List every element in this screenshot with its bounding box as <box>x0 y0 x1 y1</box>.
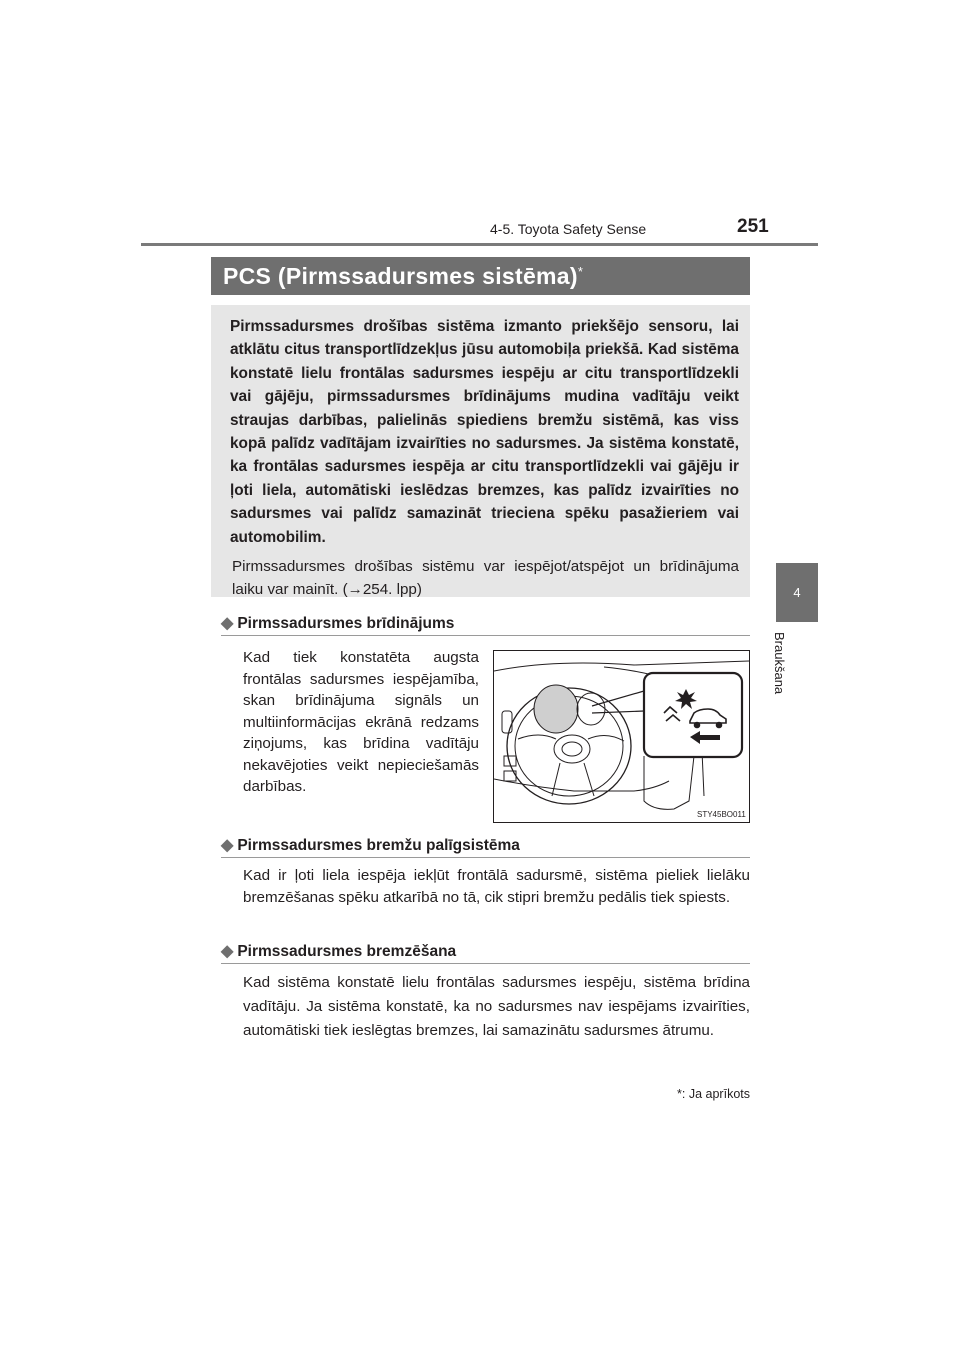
section-title-bar <box>211 257 750 295</box>
section-heading-text: Pirmssadursmes bremzēšana <box>237 943 457 960</box>
section-heading-warning <box>221 613 750 635</box>
intro-note-text: Pirmssadursmes drošības sistēmu var iespējot/atspējot un brīdinājuma laiku var mainīt. (→254. lpp) <box>232 558 739 599</box>
section-body-brake-assist <box>243 865 750 908</box>
dashboard-drawing <box>494 651 749 822</box>
dashboard-illustration <box>493 650 750 823</box>
footnote-marker: * <box>677 1087 682 1101</box>
section-heading-text: Pirmssadursmes bremžu palīgsistēma <box>237 837 520 854</box>
chapter-tab: 4 <box>776 563 818 622</box>
diamond-bullet-icon: ◆ <box>221 615 234 632</box>
chapter-tab-label-wrap <box>772 632 811 742</box>
title-footnote-marker: * <box>577 264 584 279</box>
section-heading-brake-assist <box>221 835 750 857</box>
footnote-text: : Ja aprīkots <box>681 1087 750 1101</box>
section-heading-text: Pirmssadursmes brīdinājums <box>237 615 455 632</box>
section-body-warning <box>243 647 479 798</box>
section-rule <box>221 857 750 858</box>
page-number: 251 <box>737 216 769 237</box>
section-body-text: Kad sistēma konstatē lielu frontālas sadursmes iespēju, sistēma brīdina vadītāju. Ja sistēma konstatē, ka no sadursmes nav iespējams izvairīties, automātiski tiek ieslēgtas bremzes, lai samazinātu sadursmes ātrumu. <box>243 974 750 1039</box>
intro-bold-text: Pirmssadursmes drošības sistēma izmanto priekšējo sensoru, lai atklātu citus transportlīdzekļus jūsu automobiļa priekšā. Kad sistēma konstatē lielu frontālas sadursmes iespēju ar citu transportlīdzekli vai gājēju, pirmssadursmes brīdinājums mudina vadītāju veikt straujas darbības, palielinās spiediens bremžu sistēmā, kas viss kopā palīdz vadītājam izvairīties no sadursmes. Ja sistēma konstatē, ka frontālas sadursmes iespēja ar citu transportlīdzekli vai gājēju ir ļoti liela, automātiski ieslēdzas bremzes, kas palīdz izvairīties no sadursmes vai palīdz samazināt trieciena spēku pasažieriem vai automobilim. <box>230 318 739 546</box>
footnote <box>660 1087 750 1101</box>
header-rule <box>141 243 818 246</box>
chapter-tab-label: Braukšana <box>772 632 787 695</box>
section-rule <box>221 635 750 636</box>
figure-code: STY45BO011 <box>697 810 746 819</box>
section-heading-braking <box>221 941 750 963</box>
diamond-bullet-icon: ◆ <box>221 943 234 960</box>
section-rule <box>221 963 750 964</box>
diamond-bullet-icon: ◆ <box>221 837 234 854</box>
intro-box <box>211 305 750 597</box>
section-body-text: Kad ir ļoti liela iespēja iekļūt frontālā sadursmē, sistēma pieliek lielāku bremzēšanas spēku atkarībā no tā, cik stipri bremžu pedālis tiek spiests. <box>243 867 750 906</box>
section-title: PCS (Pirmssadursmes sistēma) <box>223 263 578 289</box>
section-body-text: Kad tiek konstatēta augsta frontālas sadursmes iespējamība, skan brīdinājuma signāls un multiinformācijas ekrānā redzams ziņojums, kas brīdina vadītāju nekavējoties veikt nepieciešamās darbības. <box>243 649 479 795</box>
section-body-braking <box>243 971 750 1043</box>
running-header-section: 4-5. Toyota Safety Sense <box>490 221 647 237</box>
